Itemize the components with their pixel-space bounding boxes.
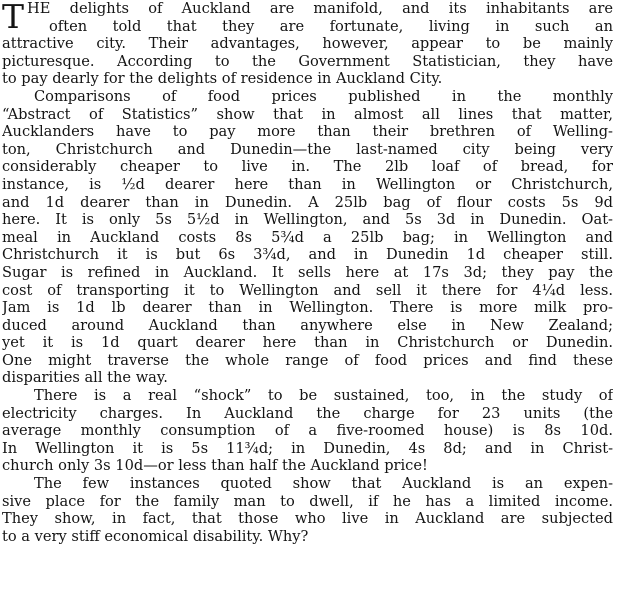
text-line: instance, is ½d dearer here than in Wellington or Christchurch,: [2, 175, 613, 193]
text-line: Comparisons of food prices published in the monthly: [34, 87, 613, 105]
text-line: to a very stiff economical disability. Why?: [2, 527, 309, 545]
text-line: The few instances quoted show that Auckland is an expen-: [34, 475, 613, 493]
text-line: Sugar is refined in Auckland. It sells here at 17s 3d; they pay the: [2, 263, 613, 281]
text-line: Christchurch it is but 6s 3¾d, and in Dunedin 1d cheaper still.: [2, 246, 613, 264]
text-line: average monthly consumption of a five-roomed house) is 8s 10d.: [2, 422, 613, 440]
text-line: yet it is 1d quart dearer here than in Christchurch or Dunedin.: [2, 334, 613, 352]
text-line: picturesque. According to the Government Statistician, they have: [2, 52, 613, 70]
text-line: “Abstract of Statistics” show that in almost all lines that matter,: [2, 105, 613, 123]
text-line: In Wellington it is 5s 11¾d; in Dunedin, 4s 8d; and in Christ-: [2, 439, 613, 457]
text-line: often told that they are fortunate, living in such an: [49, 17, 613, 35]
text-line: considerably cheaper to live in. The 2lb loaf of bread, for: [2, 158, 613, 176]
text-line: sive place for the family man to dwell, if he has a limited income.: [2, 492, 613, 510]
text-line: Aucklanders have to pay more than their brethren of Welling-: [2, 123, 613, 141]
text-line: HE delights of Auckland are manifold, and its inhabitants are: [27, 0, 613, 17]
paragraph-4: [2, 475, 613, 545]
text-line: ton, Christchurch and Dunedin—the last-named city being very: [2, 140, 613, 158]
text-line: There is a real “shock” to be sustained, too, in the study of: [34, 387, 613, 405]
text-line: here. It is only 5s 5½d in Wellington, and 5s 3d in Dunedin. Oat-: [2, 211, 613, 229]
text-line: duced around Auckland than anywhere else in New Zealand;: [2, 316, 613, 334]
drop-cap: T: [2, 0, 25, 36]
paragraph-3: [2, 387, 613, 475]
text-line: electricity charges. In Auckland the charge for 23 units (the: [2, 404, 613, 422]
text-line: meal in Auckland costs 8s 5¾d a 25lb bag; in Wellington and: [2, 228, 613, 246]
text-line: attractive city. Their advantages, however, appear to be mainly: [2, 35, 613, 53]
text-line: cost of transporting it to Wellington and sell it there for 4¼d less.: [2, 281, 613, 299]
paragraph-2: [2, 88, 613, 387]
text-line: Jam is 1d lb dearer than in Wellington. There is more milk pro-: [2, 299, 613, 317]
text-line: They show, in fact, that those who live in Auckland are subjected: [2, 510, 613, 528]
text-line: and 1d dearer than in Dunedin. A 25lb bag of flour costs 5s 9d: [2, 193, 613, 211]
text-line: church only 3s 10d—or less than half the Auckland price!: [2, 457, 428, 475]
text-line: disparities all the way.: [2, 369, 168, 387]
text-line: to pay dearly for the delights of residence in Auckland City.: [2, 70, 443, 88]
paragraph-1: [2, 0, 613, 88]
text-line: One might traverse the whole range of food prices and find these: [2, 351, 613, 369]
